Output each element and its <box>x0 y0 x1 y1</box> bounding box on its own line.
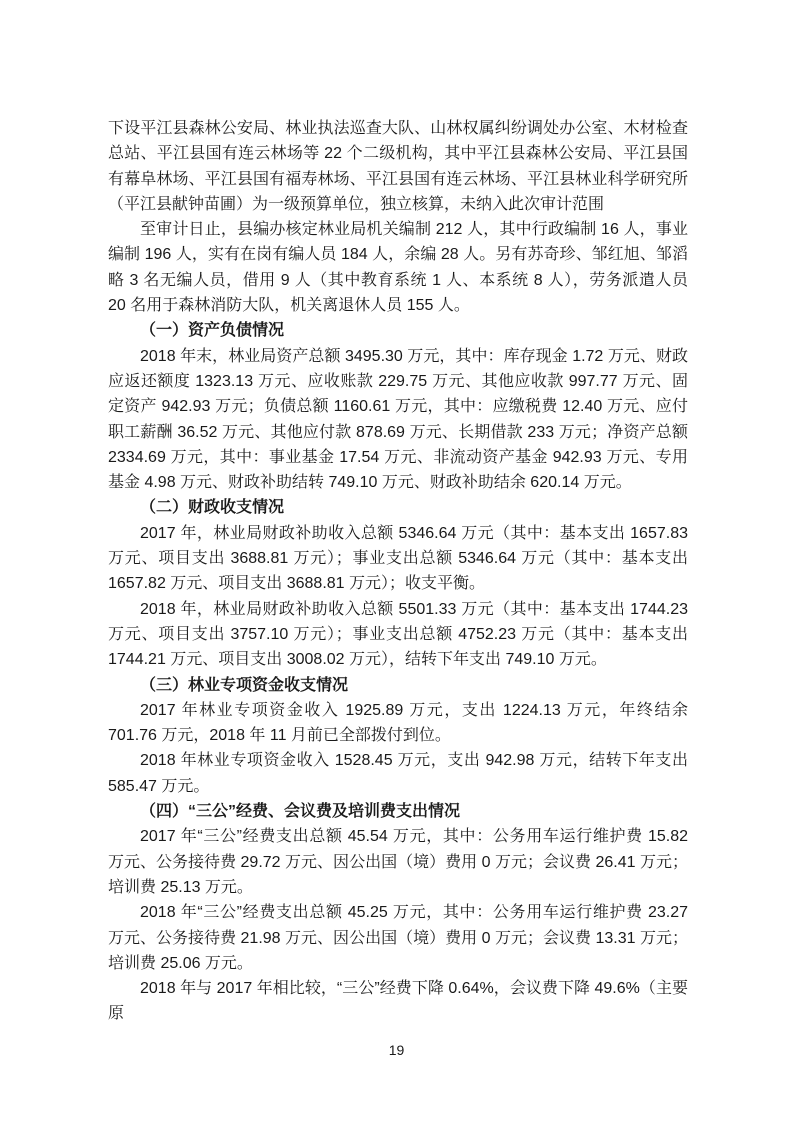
paragraph-assets-liabilities: 2018 年末，林业局资产总额 3495.30 万元，其中：库存现金 1.72 万元、财政应返还额度 1323.13 万元、应收账款 229.75 万元、其他应收款 997.77 万元、固定资产 942.93 万元；负债总额 1160.61 万元，其中：应缴税费 12.40 万元、应付职工薪酬 36.52 万元、其他应付款 878.69 万元、长期借款 233 万元；净资产总额 2334.69 万元，其中：事业基金 17.54 万元、非流动资产基金 942.93 万元、专用基金 4.98 万元、财政补助结转 749.10 万元、财政补助结余 620.14 万元。 <box>108 347 688 492</box>
section-heading-forestry-special-funds: （三）林业专项资金收支情况 <box>140 676 349 694</box>
paragraph-staffing: 至审计日止，县编办核定林业局机关编制 212 人，其中行政编制 16 人，事业编制 196 人，实有在岗有编人员 184 人，余编 28 人。另有苏奇珍、邹红旭、邹滔略 3 名无编人员，借用 9 人（其中教育系统 1 人、本系统 8 人），劳务派遣人员 20 名用于森林消防大队，机关离退休人员 155 人。 <box>108 221 688 315</box>
paragraph-fiscal-2018: 2018 年，林业局财政补助收入总额 5501.33 万元（其中：基本支出 1744.23 万元、项目支出 3757.10 万元）；事业支出总额 4752.23 万元（其中：基本支出 1744.21 万元、项目支出 3008.02 万元），结转下年支出 749.10 万元。 <box>108 600 688 669</box>
document-body <box>108 116 688 1027</box>
paragraph-three-public-2017: 2017 年“三公”经费支出总额 45.54 万元，其中：公务用车运行维护费 15.82 万元、公务接待费 29.72 万元、因公出国（境）费用 0 万元；会议费 26.41 万元；培训费 25.13 万元。 <box>108 828 688 896</box>
paragraph-fiscal-2017: 2017 年，林业局财政补助收入总额 5346.64 万元（其中：基本支出 1657.83 万元、项目支出 3688.81 万元）；事业支出总额 5346.64 万元（其中：基本支出 1657.82 万元、项目支出 3688.81 万元）；收支平衡。 <box>108 524 688 593</box>
section-heading-three-public-expenses: （四）“三公”经费、会议费及培训费支出情况 <box>140 803 461 821</box>
paragraph-year-comparison: 2018 年与 2017 年相比较，“三公”经费下降 0.64%，会议费下降 49.6%（主要原 <box>108 980 688 1023</box>
paragraph-special-funds-2017: 2017 年林业专项资金收入 1925.89 万元，支出 1224.13 万元，年终结余 701.76 万元，2018 年 11 月前已全部拨付到位。 <box>108 701 688 745</box>
paragraph-continuation: 下设平江县森林公安局、林业执法巡查大队、山林权属纠纷调处办公室、木材检查总站、平江县国有连云林场等 22 个二级机构，其中平江县森林公安局、平江县国有幕阜林场、平江县国有福寿林场、平江县国有连云林场、平江县林业科学研究所（平江县献钟苗圃）为一级预算单位，独立核算，未纳入此次审计范围 <box>108 120 688 213</box>
page-footer <box>0 1040 793 1060</box>
page-number: 19 <box>388 1042 405 1058</box>
section-heading-fiscal-revenue-expenditure: （二）财政收支情况 <box>140 499 285 517</box>
section-heading-assets-liabilities: （一）资产负债情况 <box>140 322 285 340</box>
paragraph-three-public-2018: 2018 年“三公”经费支出总额 45.25 万元，其中：公务用车运行维护费 23.27 万元、公务接待费 21.98 万元、因公出国（境）费用 0 万元；会议费 13.31 万元；培训费 25.06 万元。 <box>108 904 688 972</box>
paragraph-special-funds-2018: 2018 年林业专项资金收入 1528.45 万元，支出 942.98 万元，结转下年支出 585.47 万元。 <box>108 752 688 795</box>
